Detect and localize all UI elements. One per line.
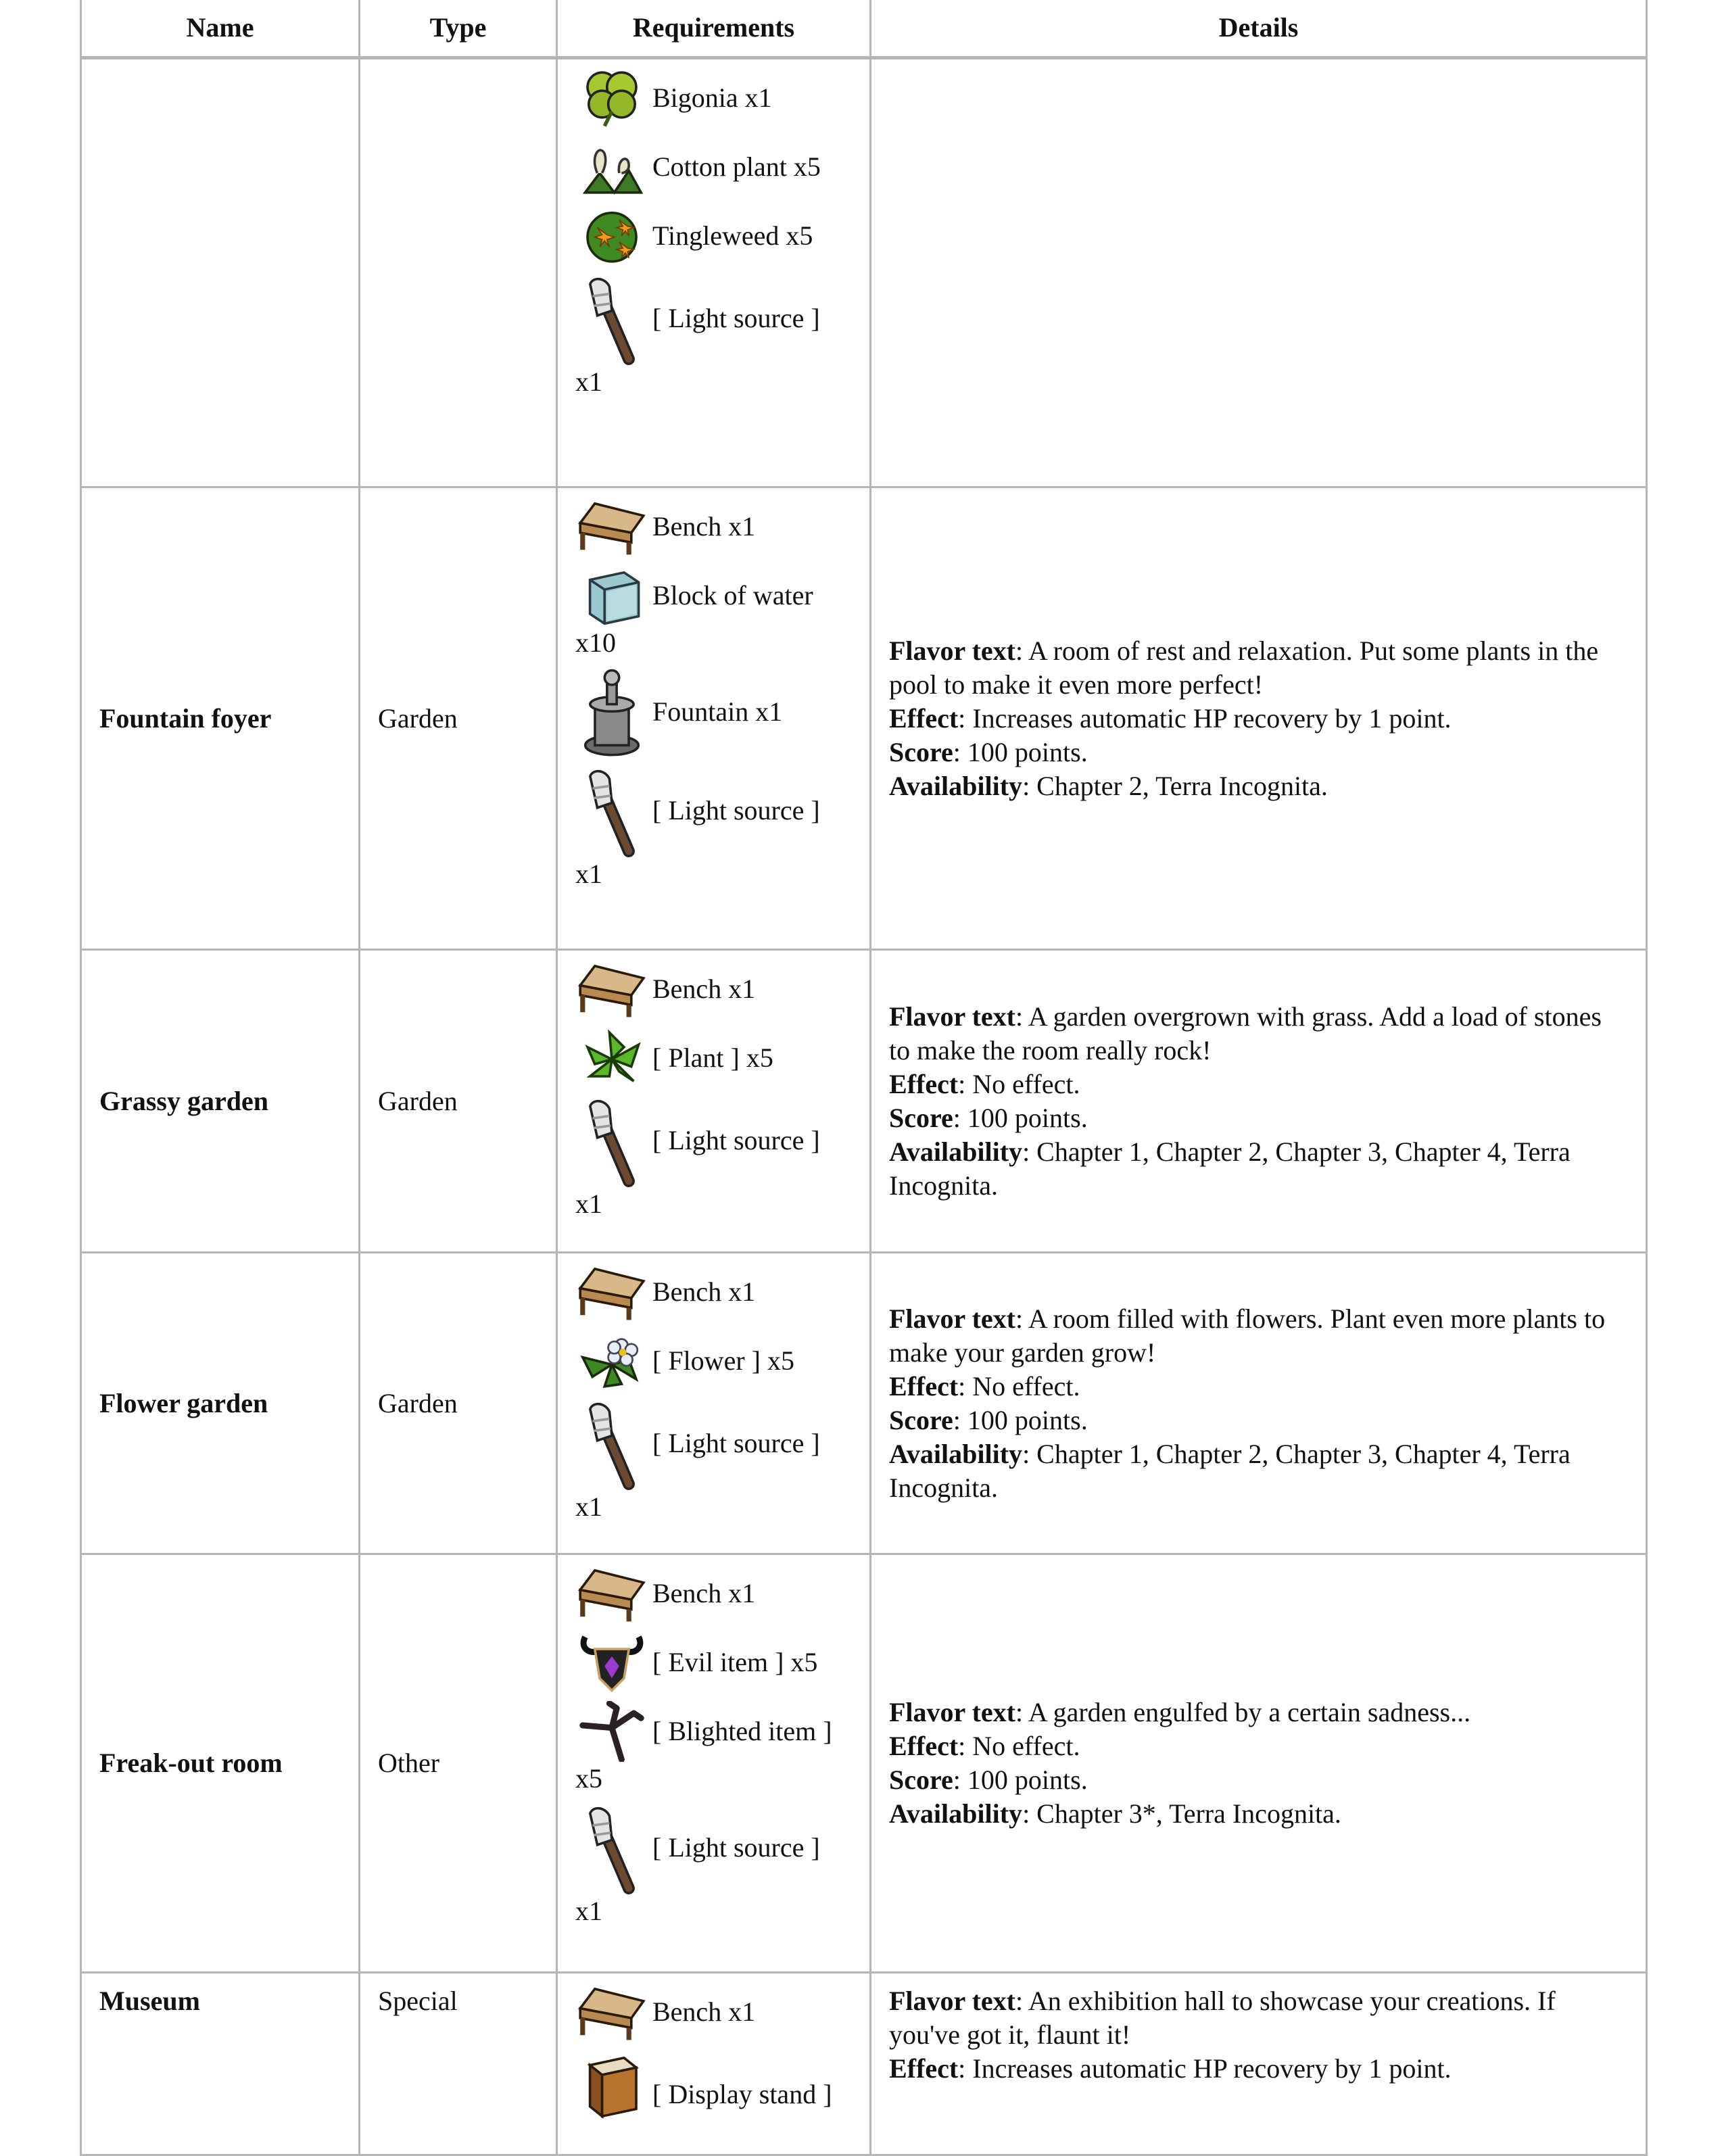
- room-name: Museum: [81, 1973, 360, 2155]
- requirements-cell: [557, 1554, 871, 1973]
- detail-label: Flavor text: [889, 1697, 1015, 1727]
- requirement-item: [575, 1331, 852, 1391]
- requirement-item: [575, 496, 852, 557]
- plant-icon: [575, 1028, 648, 1088]
- detail-value: : 100 points.: [953, 1404, 1088, 1435]
- requirement-label: Fountain x1: [652, 696, 783, 727]
- room-name: Flower garden: [81, 1253, 360, 1554]
- bench-icon: [575, 1262, 648, 1322]
- detail-value: : 100 points.: [953, 1102, 1088, 1133]
- requirements-cell: [557, 1973, 871, 2155]
- detail-flavor: [889, 634, 1628, 702]
- requirement-item: [575, 68, 852, 128]
- requirement-label: [ Blighted item ]: [652, 1716, 832, 1746]
- requirements-cell: [557, 487, 871, 950]
- header-row: [81, 0, 1647, 58]
- detail-label: Effect: [889, 1068, 959, 1099]
- table-row: [81, 1554, 1647, 1973]
- detail-label: Score: [889, 1404, 953, 1435]
- detail-label: Flavor text: [889, 635, 1015, 666]
- requirement-item: [575, 1399, 852, 1524]
- detail-label: Availability: [889, 1438, 1023, 1469]
- detail-label: Availability: [889, 1136, 1023, 1167]
- room-type: Garden: [360, 950, 557, 1253]
- detail-value: : Increases automatic HP recovery by 1 point.: [958, 702, 1452, 734]
- detail-label: Effect: [889, 1731, 959, 1761]
- requirement-label: Bench x1: [652, 1996, 756, 2027]
- room-type: Garden: [360, 487, 557, 950]
- details-cell: [871, 1253, 1647, 1554]
- torch-icon: [575, 1097, 648, 1187]
- detail-effect: [889, 1370, 1628, 1404]
- detail-value: : An exhibition hall to showcase your creations. If you've got it, flaunt it!: [889, 1986, 1556, 2050]
- requirement-item: [575, 206, 852, 266]
- detail-flavor: [889, 1984, 1628, 2052]
- requirement-item: [575, 565, 852, 660]
- detail-value: : Chapter 2, Terra Incognita.: [1022, 770, 1328, 801]
- detail-label: Flavor text: [889, 1001, 1015, 1032]
- details-cell: [871, 487, 1647, 950]
- torch-icon: [575, 274, 648, 365]
- requirement-item: [575, 1563, 852, 1624]
- detail-availability: [889, 1437, 1628, 1505]
- detail-value: : No effect.: [958, 1370, 1080, 1402]
- detail-label: Availability: [889, 1798, 1023, 1829]
- requirement-quantity: x1: [575, 1491, 602, 1522]
- detail-value: : A room filled with flowers. Plant even more plants to make your garden grow!: [889, 1303, 1606, 1368]
- tingleweed-icon: [575, 206, 648, 266]
- detail-label: Availability: [889, 770, 1023, 801]
- details-cell: [871, 1554, 1647, 1973]
- room-name: Freak-out room: [81, 1554, 360, 1973]
- detail-value: : Chapter 1, Chapter 2, Chapter 3, Chapter 4, Terra Incognita.: [889, 1438, 1571, 1503]
- torch-icon: [575, 767, 648, 857]
- requirement-label: [ Display stand ]: [652, 2079, 832, 2109]
- header-name: Name: [81, 0, 360, 58]
- requirement-label: [ Light source ]: [652, 795, 820, 825]
- room-type: [360, 58, 557, 487]
- bench-icon: [575, 959, 648, 1020]
- requirement-label: [ Evil item ] x5: [652, 1647, 818, 1677]
- detail-label: Flavor text: [889, 1303, 1015, 1334]
- fountain-icon: [575, 668, 648, 759]
- detail-availability: [889, 1797, 1628, 1831]
- requirement-label: [ Light source ]: [652, 1125, 820, 1155]
- requirements-cell: [557, 1253, 871, 1554]
- details-cell: [871, 58, 1647, 487]
- bench-icon: [575, 496, 648, 557]
- detail-label: Flavor text: [889, 1986, 1015, 2016]
- table-row: [81, 950, 1647, 1253]
- room-type: Special: [360, 1973, 557, 2155]
- detail-value: : A room of rest and relaxation. Put some plants in the pool to make it even more perfect!: [889, 635, 1599, 700]
- detail-value: : No effect.: [958, 1068, 1080, 1099]
- requirement-quantity: x1: [575, 1189, 602, 1219]
- requirement-item: [575, 1701, 852, 1796]
- torch-icon: [575, 1804, 648, 1894]
- requirement-label: Block of water: [652, 580, 813, 610]
- requirement-item: [575, 1804, 852, 1928]
- requirement-label: [ Plant ] x5: [652, 1043, 773, 1073]
- header-requirements: Requirements: [557, 0, 871, 58]
- detail-value: : 100 points.: [953, 1765, 1088, 1795]
- requirement-item: [575, 137, 852, 197]
- evil-skull-icon: [575, 1632, 648, 1693]
- detail-value: : A garden overgrown with grass. Add a load of stones to make the room really rock!: [889, 1001, 1602, 1065]
- detail-value: : Increases automatic HP recovery by 1 point.: [958, 2053, 1452, 2084]
- requirement-quantity: x10: [575, 627, 616, 658]
- requirement-label: [ Light source ]: [652, 1832, 820, 1863]
- requirement-label: [ Flower ] x5: [652, 1345, 794, 1376]
- torch-icon: [575, 1399, 648, 1490]
- requirement-item: [575, 1028, 852, 1088]
- requirement-item: [575, 959, 852, 1020]
- requirement-label: Cotton plant x5: [652, 151, 821, 182]
- detail-label: Effect: [889, 1370, 959, 1402]
- detail-label: Score: [889, 1102, 953, 1133]
- header-type: Type: [360, 0, 557, 58]
- table-row: [81, 58, 1647, 487]
- requirement-item: [575, 1632, 852, 1693]
- detail-availability: [889, 769, 1628, 803]
- requirement-item: [575, 668, 852, 759]
- requirement-quantity: x1: [575, 366, 602, 397]
- requirement-item: [575, 767, 852, 891]
- room-name: Fountain foyer: [81, 487, 360, 950]
- detail-effect: [889, 1729, 1628, 1763]
- details-cell: [871, 950, 1647, 1253]
- requirement-label: Tingleweed x5: [652, 220, 813, 251]
- detail-effect: [889, 2052, 1628, 2086]
- blighted-branch-icon: [575, 1701, 648, 1762]
- cotton-plant-icon: [575, 137, 648, 197]
- requirement-quantity: x5: [575, 1763, 602, 1794]
- bench-icon: [575, 1982, 648, 2042]
- table-row: [81, 1973, 1647, 2155]
- requirement-label: [ Light source ]: [652, 1428, 820, 1458]
- water-block-icon: [575, 565, 648, 626]
- rooms-table: [80, 0, 1648, 2156]
- requirement-item: [575, 274, 852, 399]
- requirement-label: Bench x1: [652, 1276, 756, 1307]
- room-type: Garden: [360, 1253, 557, 1554]
- flower-icon: [575, 1331, 648, 1391]
- detail-value: : Chapter 3*, Terra Incognita.: [1022, 1798, 1341, 1829]
- requirement-label: [ Light source ]: [652, 303, 820, 333]
- detail-flavor: [889, 1696, 1628, 1729]
- details-cell: [871, 1973, 1647, 2155]
- detail-score: [889, 1404, 1628, 1437]
- detail-score: [889, 736, 1628, 769]
- requirement-item: [575, 1097, 852, 1221]
- detail-label: Score: [889, 736, 953, 767]
- header-details: Details: [871, 0, 1647, 58]
- room-type: Other: [360, 1554, 557, 1973]
- requirement-item: [575, 1982, 852, 2042]
- detail-effect: [889, 702, 1628, 736]
- room-name: [81, 58, 360, 487]
- detail-label: Effect: [889, 2053, 959, 2084]
- room-name: Grassy garden: [81, 950, 360, 1253]
- requirement-quantity: x1: [575, 1896, 602, 1926]
- detail-flavor: [889, 1302, 1628, 1370]
- bench-icon: [575, 1563, 648, 1624]
- detail-value: : Chapter 1, Chapter 2, Chapter 3, Chapter 4, Terra Incognita.: [889, 1136, 1571, 1201]
- requirement-item: [575, 2051, 852, 2141]
- detail-score: [889, 1763, 1628, 1797]
- requirement-label: Bigonia x1: [652, 82, 772, 113]
- requirements-cell: [557, 950, 871, 1253]
- detail-label: Score: [889, 1765, 953, 1795]
- detail-value: : No effect.: [958, 1731, 1080, 1761]
- requirement-item: [575, 1262, 852, 1322]
- detail-effect: [889, 1068, 1628, 1101]
- detail-value: : A garden engulfed by a certain sadness...: [1015, 1697, 1471, 1727]
- detail-value: : 100 points.: [953, 736, 1088, 767]
- requirement-label: Bench x1: [652, 511, 756, 542]
- requirement-quantity: x1: [575, 859, 602, 889]
- detail-availability: [889, 1135, 1628, 1203]
- requirements-cell: [557, 58, 871, 487]
- requirement-label: Bench x1: [652, 974, 756, 1004]
- detail-label: Effect: [889, 702, 959, 734]
- detail-flavor: [889, 1000, 1628, 1068]
- detail-score: [889, 1101, 1628, 1135]
- requirement-label: Bench x1: [652, 1578, 756, 1608]
- bigonia-icon: [575, 68, 648, 128]
- table-row: [81, 1253, 1647, 1554]
- table-row: [81, 487, 1647, 950]
- display-stand-icon: [575, 2051, 648, 2141]
